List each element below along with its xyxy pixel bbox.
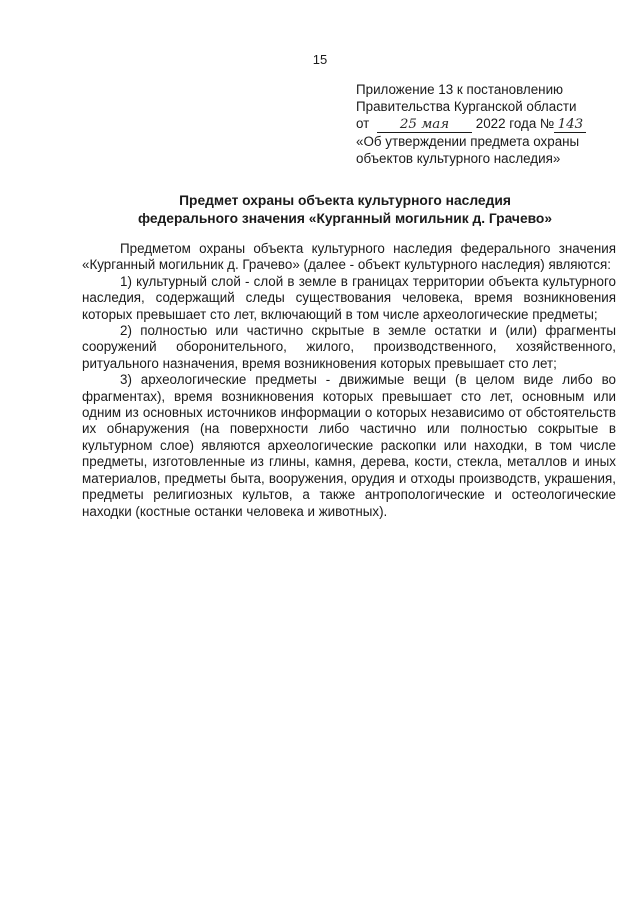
appendix-date-prefix: от bbox=[356, 116, 370, 131]
body-paragraph-item-1: 1) культурный слой - слой в земле в границах территории объекта культурного наследия, содержащий следы существования человека, время возникновения которых превышает сто лет, включающий в том числе археологические предметы; bbox=[82, 273, 616, 322]
appendix-line-5: объектов культурного наследия» bbox=[356, 151, 561, 166]
document-body bbox=[82, 241, 616, 520]
appendix-line-4: «Об утверждении предмета охраны bbox=[356, 134, 580, 149]
handwritten-number: 143 bbox=[554, 118, 586, 133]
appendix-line-2: Правительства Курганской области bbox=[356, 99, 577, 114]
body-paragraph-item-3: 3) археологические предметы - движимые вещи (в целом виде либо во фрагментах), время возникновения которых превышает сто лет, основным или одним из основных источников информации о которых независимо от обстоятельств их обнаружения (на поверхности либо частично или полностью сокрытые в культурном слое) являются археологические раскопки или находки, в том числе предметы, изготовленные из глины, камня, дерева, кости, стекла, металлов и иных материалов, предметы быта, вооружения, орудия и отходы производств, украшения, предметы религиозных культов, а также антропологические и остеологические находки (костные останки человека и животных). bbox=[82, 372, 616, 519]
title-line-1: Предмет охраны объекта культурного наследия bbox=[179, 193, 511, 208]
body-paragraph-intro: Предметом охраны объекта культурного наследия федерального значения «Курганный могильник д. Грачево» (далее - объект культурного наследия) являются: bbox=[82, 241, 616, 273]
appendix-block bbox=[356, 81, 626, 167]
appendix-date-line bbox=[356, 115, 626, 133]
title-line-2: федерального значения «Курганный могильник д. Грачево» bbox=[137, 211, 553, 226]
document-title bbox=[72, 192, 618, 228]
page-number: 15 bbox=[312, 52, 328, 67]
body-paragraph-item-2: 2) полностью или частично скрытые в земле остатки и (или) фрагменты сооружений оборонительного, жилого, производственного, хозяйственного, ритуального назначения, время возникновения которых превышает сто лет; bbox=[82, 323, 616, 371]
appendix-date-year: 2022 года № bbox=[475, 116, 555, 131]
appendix-line-1: Приложение 13 к постановлению bbox=[356, 82, 564, 97]
handwritten-date: 25 мая bbox=[377, 118, 472, 133]
